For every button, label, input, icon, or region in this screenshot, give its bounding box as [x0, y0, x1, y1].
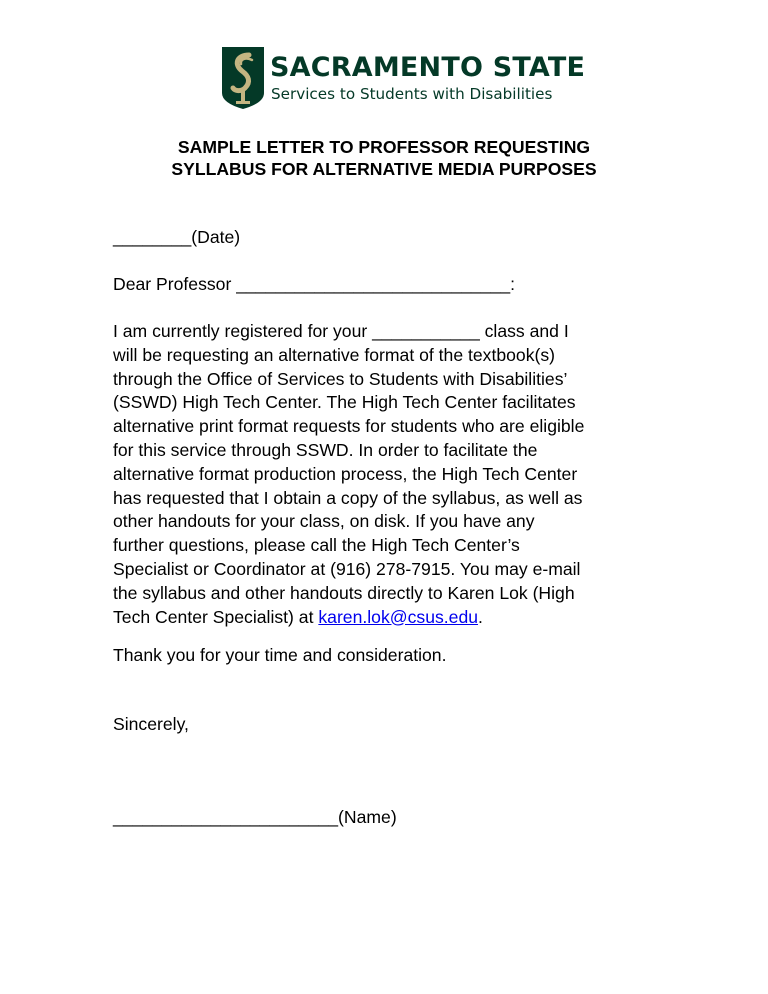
body-line: will be requesting an alternative format of the textbook(s): [113, 344, 556, 365]
body-line: (SSWD) High Tech Center. The High Tech Center facilitates: [113, 392, 576, 413]
date-line: [113, 226, 673, 250]
salutation-text: Dear Professor ____________________________:: [113, 274, 516, 294]
email-link[interactable]: karen.lok@csus.edu: [318, 606, 479, 627]
page-title-line-1: SAMPLE LETTER TO PROFESSOR REQUESTING: [177, 137, 591, 157]
name-line-text: _______________________(Name): [113, 807, 397, 827]
page-title: [0, 136, 768, 180]
body-line: Specialist or Coordinator at (916) 278-7915. You may e-mail: [113, 558, 581, 579]
page-title-line-2: SYLLABUS FOR ALTERNATIVE MEDIA PURPOSES: [171, 159, 597, 179]
signature-line: [113, 806, 673, 830]
logo-title: SACRAMENTO STATE: [270, 52, 586, 83]
body-last-line-prefix: Tech Center Specialist) at: [113, 606, 319, 627]
body-last-line-suffix: .: [478, 606, 483, 627]
body-line: other handouts for your class, on disk. If you have any: [113, 511, 535, 532]
logo-subtitle: Services to Students with Disabilities: [271, 85, 553, 103]
body-line: has requested that I obtain a copy of the syllabus, as well as: [113, 487, 583, 508]
body-last-line: [113, 606, 673, 630]
date-text: ________(Date): [113, 227, 241, 247]
body-line: I am currently registered for your ___________ class and I: [113, 321, 569, 341]
hornet-s-logo-icon: [222, 47, 264, 109]
salutation: [113, 273, 673, 297]
body-line: through the Office of Services to Students with Disabilities’: [113, 368, 568, 389]
body-line: further questions, please call the High Tech Center’s: [113, 535, 520, 556]
body-line: alternative print format requests for students who are eligible: [113, 416, 585, 437]
letter-body: [113, 320, 673, 629]
sacramento-state-logo: [222, 47, 586, 109]
closing-line: [113, 713, 673, 737]
body-line: alternative format production process, the High Tech Center: [113, 463, 578, 484]
body-line: the syllabus and other handouts directly to Karen Lok (High: [113, 582, 575, 603]
body-line: for this service through SSWD. In order to facilitate the: [113, 439, 538, 460]
thanks-text: Thank you for your time and consideration.: [113, 645, 447, 665]
closing-text: Sincerely,: [113, 714, 189, 734]
thanks-line: [113, 644, 673, 668]
